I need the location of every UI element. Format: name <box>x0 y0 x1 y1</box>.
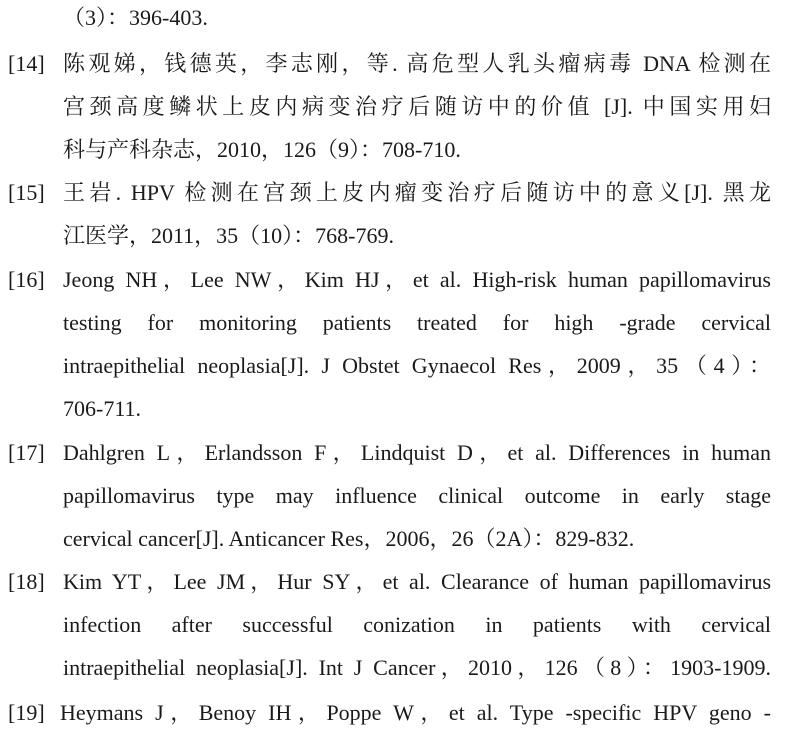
reference-18-line-3 <box>0 652 790 684</box>
reference-16-line-4 <box>0 393 790 425</box>
reference-number: [19] <box>8 700 45 725</box>
reference-number: [16] <box>8 267 45 292</box>
reference-line: cervical cancer[J]. Anticancer Res，2006，26（2A）：829-832. <box>63 526 635 551</box>
reference-14-line-3 <box>0 134 790 166</box>
reference-number: [17] <box>8 440 45 465</box>
reference-line: 706-711. <box>63 396 142 421</box>
reference-14 <box>0 48 790 80</box>
reference-line: 科与产科杂志，2010，126（9）：708-710. <box>63 137 461 162</box>
reference-line: infection after successful conization in patients with cervical <box>63 612 771 637</box>
reference-line: intraepithelial neoplasia[J]. Int J Cancer，2010，126（8）：1903-1909. <box>63 655 771 680</box>
reference-line: Dahlgren L，Erlandsson F，Lindquist D，et al. Differences in human <box>63 440 771 465</box>
reference-17-line-2 <box>0 480 790 512</box>
reference-line: papillomavirus type may influence clinical outcome in early stage <box>63 483 771 508</box>
reference-line: 王岩. HPV 检测在宫颈上皮内瘤变治疗后随访中的意义[J]. 黑龙 <box>63 180 771 205</box>
reference-continuation <box>0 2 790 34</box>
reference-line: 陈观娣，钱德英，李志刚，等. 高危型人乳头瘤病毒 DNA 检测在 <box>63 51 771 76</box>
reference-line: 宫颈高度鳞状上皮内病变治疗后随访中的价值 [J]. 中国实用妇 <box>63 94 771 119</box>
reference-19 <box>0 697 790 729</box>
reference-line: Jeong NH，Lee NW，Kim HJ，et al. High-risk human papillomavirus <box>63 267 771 292</box>
reference-number: [15] <box>8 180 45 205</box>
reference-line: Heymans J，Benoy IH，Poppe W，et al. Type -specific HPV geno - <box>60 700 771 725</box>
reference-15-line-2 <box>0 220 790 252</box>
reference-line: （3）：396-403. <box>63 5 208 30</box>
reference-16-line-2 <box>0 307 790 339</box>
reference-18-line-2 <box>0 609 790 641</box>
reference-18 <box>0 566 790 598</box>
reference-16-line-3 <box>0 350 790 382</box>
reference-14-line-2 <box>0 91 790 123</box>
reference-17 <box>0 437 790 469</box>
reference-16 <box>0 264 790 296</box>
reference-line: intraepithelial neoplasia[J]. J Obstet Gynaecol Res，2009，35（4）： <box>63 353 771 378</box>
reference-15 <box>0 177 790 209</box>
reference-line: 江医学，2011，35（10）：768-769. <box>63 223 395 248</box>
reference-number: [14] <box>8 51 45 76</box>
reference-17-line-3 <box>0 523 790 555</box>
reference-line: testing for monitoring patients treated for high -grade cervical <box>63 310 771 335</box>
reference-number: [18] <box>8 569 45 594</box>
reference-line: Kim YT，Lee JM，Hur SY，et al. Clearance of human papillomavirus <box>63 569 771 594</box>
